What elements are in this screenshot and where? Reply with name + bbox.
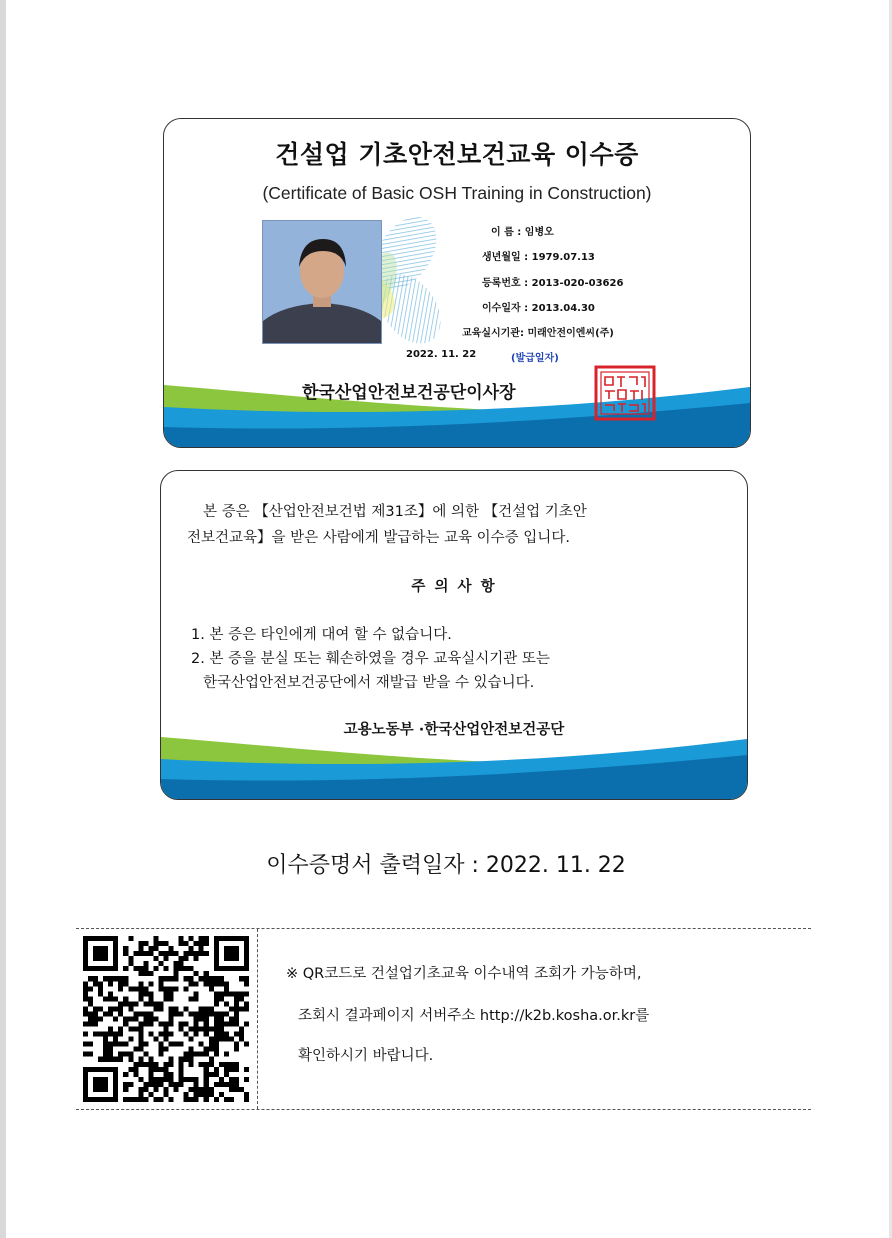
official-seal-icon [594,365,656,421]
notice-item-2: 2. 본 증을 분실 또는 훼손하였을 경우 교육실시기관 또는 [191,651,550,667]
page-edge [0,0,6,1238]
issue-date: 2022. 11. 22 [406,349,477,360]
field-registration-number: 등록번호 : 2013-020-03626 [482,278,624,289]
notice-heading: 주 의 사 항 [411,579,497,595]
field-completion-date: 이수일자 : 2013.04.30 [482,303,595,314]
back-description-line1: 본 증은 【산업안전보건법 제31조】에 의한 【건설업 기초안 [203,504,587,520]
qr-code-icon[interactable] [83,936,249,1102]
certificate-front-card [163,118,751,448]
notice-item-1: 1. 본 증은 타인에게 대여 할 수 없습니다. [191,627,452,643]
back-description-line2: 전보건교육】을 받은 사람에게 발급하는 교육 이수증 입니다. [187,530,570,546]
person-photo-icon [262,220,382,344]
print-date: 이수증명서 출력일자 : 2022. 11. 22 [266,853,626,878]
certificate-title: 건설업 기초안전보건교육 이수증 [275,140,639,169]
certificate-back-card [160,470,748,800]
issue-date-note: (발급일자) [511,353,559,364]
qr-info-line1: ※ QR코드로 건설업기초교육 이수내역 조회가 가능하며, [286,966,642,982]
qr-section [76,928,811,1110]
wave-decoration [161,729,747,799]
issuer-name: 한국산업안전보건공단이사장 [302,383,516,403]
qr-divider [257,929,258,1109]
field-birthdate: 생년월일 : 1979.07.13 [482,252,595,263]
field-training-institution: 교육실시기관: 미래안전이엔씨(주) [462,328,614,339]
field-name: 이 름 : 임병오 [491,227,554,238]
qr-info-line2: 조회시 결과페이지 서버주소 http://k2b.kosha.or.kr를 [298,1008,650,1024]
back-footer-issuer: 고용노동부 ·한국산업안전보건공단 [343,722,565,738]
qr-info-line3: 확인하시기 바랍니다. [298,1048,434,1064]
certificate-subtitle: (Certificate of Basic OSH Training in Construction) [262,183,652,203]
notice-item-2-cont: 한국산업안전보건공단에서 재발급 받을 수 있습니다. [203,675,535,691]
